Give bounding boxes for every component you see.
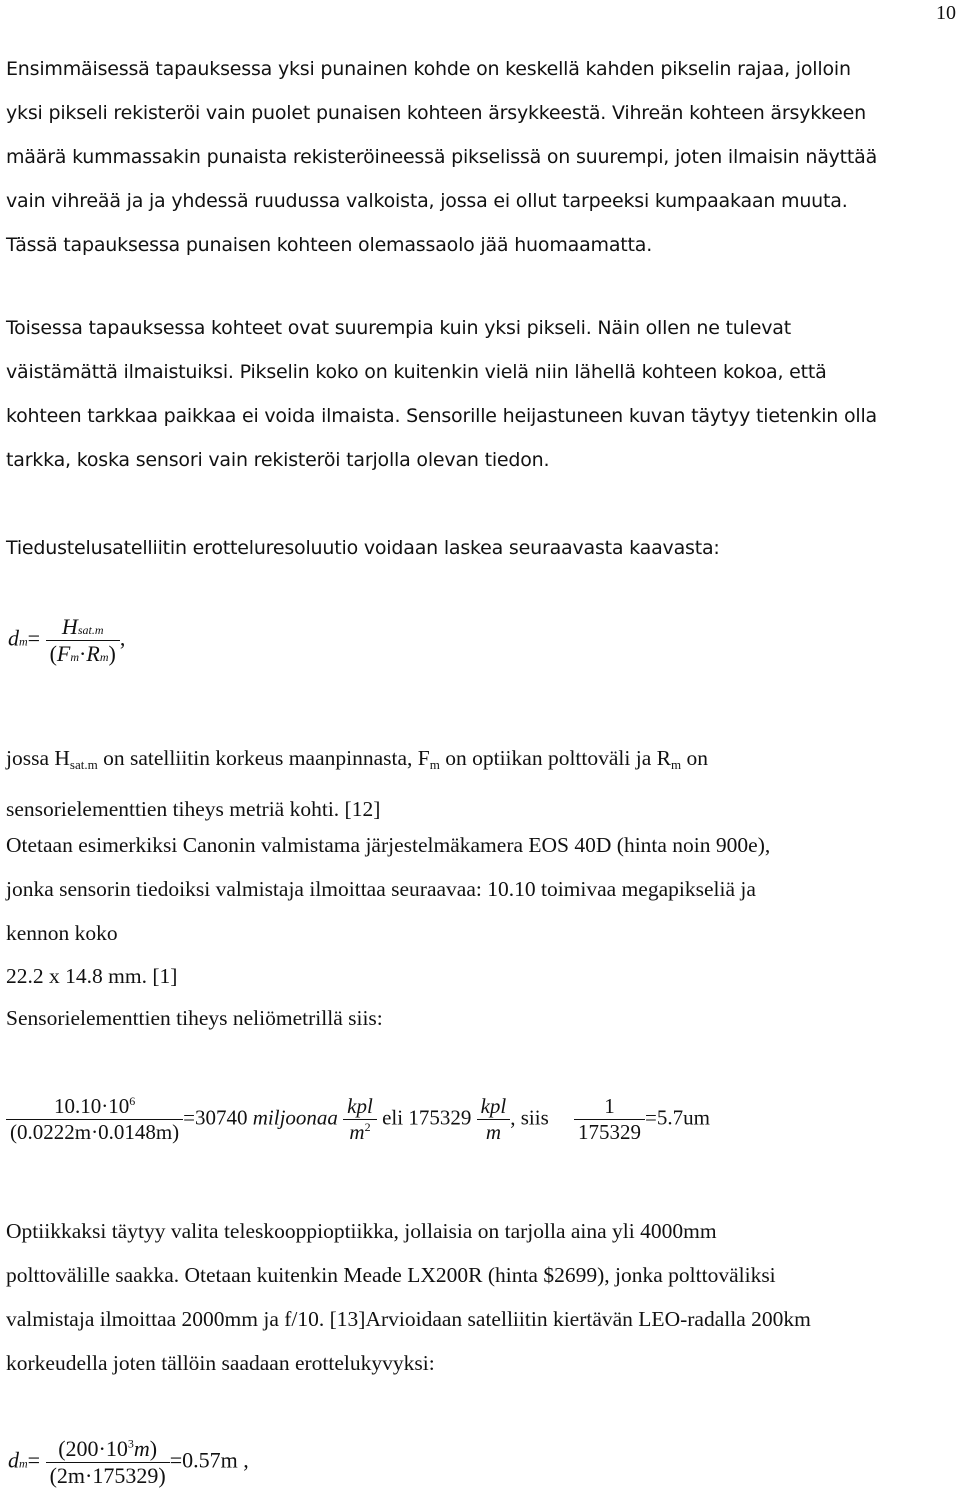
fraction-numerator: 1 — [574, 1094, 645, 1120]
formula-lhs-sub: m — [19, 1456, 28, 1471]
text-line: tarkka, koska sensori vain rekisteröi tarjolla olevan tiedon. — [6, 449, 550, 471]
text-line: sensorielementtien tiheys metriä kohti. [12] — [6, 797, 381, 821]
fraction-numerator: kpl — [477, 1094, 511, 1120]
fraction-numerator — [6, 1094, 183, 1120]
text-line: polttovälille saakka. Otetaan kuitenkin Meade LX200R (hinta $2699), jonka polttoväliksi — [6, 1263, 776, 1287]
text-line — [6, 955, 956, 997]
word-eli: eli — [382, 1105, 404, 1130]
den-r: R — [86, 641, 100, 666]
formula-fraction — [46, 614, 120, 667]
den-f-sub: m — [70, 650, 80, 664]
sensor-density-formula — [6, 1094, 710, 1145]
text-run: on satelliitin korkeus maanpinnasta, F — [97, 746, 430, 770]
text-run: on optiikan polttoväli ja R — [439, 746, 671, 770]
unit-miljoonaa: miljoonaa — [252, 1105, 338, 1130]
formula-equals: = — [27, 625, 41, 651]
subscript: sat.m — [69, 757, 98, 772]
paragraph-second-case — [6, 306, 956, 482]
formula-fraction — [46, 1436, 170, 1489]
formula-fraction — [343, 1094, 377, 1145]
value-30740: 30740 — [195, 1105, 248, 1130]
numerator-unit: m — [133, 1436, 150, 1461]
text-run: Sensorielementtien tiheys neliömetrillä siis: — [6, 1006, 383, 1030]
formula-result: 5.7um — [656, 1105, 710, 1130]
den-f: F — [56, 641, 71, 666]
resolution-formula — [8, 614, 125, 667]
text-line: Ensimmäisessä tapauksessa yksi punainen kohde on keskellä kahden pikselin rajaa, jolloin — [6, 58, 851, 80]
formula-fraction — [477, 1094, 511, 1145]
text-run: jossa H — [6, 746, 70, 770]
paren-open: ( — [49, 641, 57, 666]
text-line: Optiikkaksi täytyy valita teleskooppioptiikka, jollaisia on tarjolla aina yli 4000mm — [6, 1219, 717, 1243]
formula-result: 0.57m , — [182, 1447, 249, 1473]
text-line — [6, 997, 956, 1039]
text-line: vain vihreää ja ja yhdessä ruudussa valkoista, jossa ei ollut tarpeeksi kumpaakaan muuta. — [6, 190, 848, 212]
subscript: m — [670, 757, 682, 772]
text-line: määrä kummassakin punaista rekisteröineessä pikselissä on suurempi, joten ilmaisin näyttää — [6, 146, 878, 168]
fraction-denominator: m — [485, 1120, 501, 1144]
text-line — [6, 736, 956, 787]
text-line: kohteen tarkkaa paikkaa ei voida ilmaista. Sensorille heijastuneen kuvan täytyy tietenkin olla — [6, 405, 877, 427]
text-line: väistämättä ilmaistuiksi. Pikselin koko on kuitenkin vielä niin lähellä kohteen kokoa, että — [6, 361, 827, 383]
formula-lhs: d — [8, 625, 19, 651]
formula-equals: = — [27, 1447, 41, 1473]
paragraph-first-case — [6, 47, 956, 267]
formula-comma: , — [119, 625, 126, 651]
fraction-denominator — [343, 1120, 377, 1145]
text-run: on — [681, 746, 708, 770]
text-line: Tässä tapauksessa punaisen kohteen olemassaolo jää huomaamatta. — [6, 234, 653, 256]
fraction-denominator: (0.0222m·0.0148m) — [10, 1120, 180, 1144]
fraction-numerator: kpl — [343, 1094, 377, 1120]
formula-equals: = — [169, 1447, 183, 1473]
den-r-sub: m — [99, 650, 109, 664]
exponent: 6 — [129, 1094, 136, 1108]
formula-equals: = — [183, 1105, 195, 1130]
formula-equals: = — [645, 1105, 657, 1130]
fraction-denominator: (2m·175329) — [49, 1463, 166, 1488]
paragraph-formula-intro — [6, 526, 956, 570]
formula-fraction — [6, 1094, 183, 1145]
formula-lhs-sub: m — [19, 634, 28, 649]
ground-resolution-formula — [8, 1436, 249, 1489]
text-line: Otetaan esimerkiksi Canonin valmistama järjestelmäkamera EOS 40D (hinta noin 900e), — [6, 833, 771, 857]
text-line: korkeudella joten tällöin saadaan erottelukyvyksi: — [6, 1351, 435, 1375]
paragraph-definitions — [6, 736, 956, 831]
word-siis: , siis — [510, 1105, 549, 1130]
fraction-numerator — [46, 1436, 170, 1463]
formula-fraction — [574, 1094, 645, 1145]
page-number: 10 — [936, 2, 956, 24]
text-line: Tiedustelusatelliitin erotteluresoluutio voidaan laskea seuraavasta kaavasta: — [6, 537, 720, 559]
subscript: m — [429, 757, 440, 772]
paren-close: ) — [108, 641, 116, 666]
fraction-numerator — [46, 614, 120, 641]
exponent: 3 — [127, 1436, 134, 1451]
text-line: yksi pikseli rekisteröi vain puolet punaisen kohteen ärsykkeestä. Vihreän kohteen ärsykkeen — [6, 102, 866, 124]
text-line: valmistaja ilmoittaa 2000mm ja f/10. [13]Arvioidaan satelliitin kiertävän LEO-radalla 200km — [6, 1307, 811, 1331]
numerator-value: 10.10·10 — [53, 1094, 130, 1118]
fraction-denominator — [46, 641, 120, 667]
numerator-value: (200·10 — [58, 1436, 128, 1461]
paragraph-telescope — [6, 1209, 956, 1385]
text-run: 22.2 x 14.8 mm. [1] — [6, 964, 178, 988]
fraction-denominator: 175329 — [578, 1120, 641, 1144]
den-m: m — [349, 1120, 365, 1144]
numerator-sub: sat.m — [77, 623, 104, 637]
paren-close: ) — [149, 1436, 158, 1461]
exponent: 2 — [364, 1120, 371, 1134]
value-175329: 175329 — [408, 1105, 472, 1130]
text-line: kennon koko — [6, 921, 118, 945]
text-line: Toisessa tapauksessa kohteet ovat suurempia kuin yksi pikseli. Näin ollen ne tulevat — [6, 317, 791, 339]
text-line: jonka sensorin tiedoiksi valmistaja ilmoittaa seuraavaa: 10.10 toimivaa megapikseliä ja — [6, 877, 756, 901]
den-dot: · — [79, 641, 87, 666]
numerator-h: H — [61, 614, 78, 639]
paragraph-canon-example — [6, 823, 956, 1039]
formula-lhs: d — [8, 1447, 19, 1473]
